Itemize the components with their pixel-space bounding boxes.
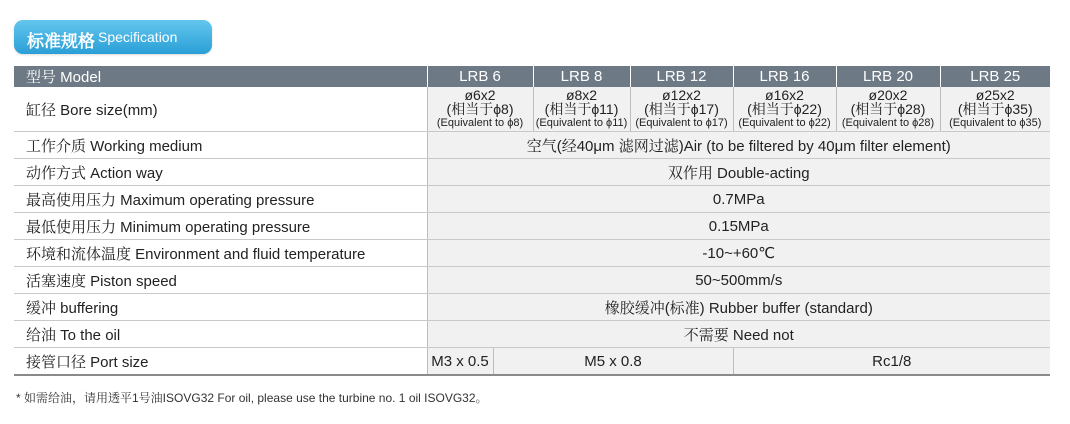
bore-equivalent-en: (Equivalent to ϕ22)	[738, 117, 831, 129]
bore-equivalent: (相当于ϕ11)	[544, 101, 619, 117]
bore-equivalent: (相当于ϕ22)	[747, 101, 822, 117]
model-lrb8: LRB 8	[533, 66, 630, 87]
bore-equivalent-en: (Equivalent to ϕ28)	[841, 117, 935, 129]
bore-size: ø16x2	[765, 87, 804, 103]
header-row	[14, 66, 1050, 87]
spec-label: 缓冲 buffering	[14, 294, 427, 321]
spec-row-piston-speed	[14, 267, 1050, 294]
spec-label: 活塞速度 Piston speed	[14, 267, 427, 294]
section-title-cn: 标准规格	[27, 32, 95, 51]
spec-row-temperature	[14, 240, 1050, 267]
spec-row-oil	[14, 321, 1050, 348]
bore-row	[14, 87, 1050, 132]
spec-row-min-pressure	[14, 213, 1050, 240]
model-lrb25: LRB 25	[940, 66, 1050, 87]
spec-label: 工作介质 Working medium	[14, 132, 427, 159]
port-size-value: M3 x 0.5	[427, 348, 493, 376]
spec-row-action-way	[14, 159, 1050, 186]
bore-cell	[940, 87, 1050, 132]
model-lrb12: LRB 12	[630, 66, 733, 87]
spec-label: 环境和流体温度 Environment and fluid temperature	[14, 240, 427, 267]
port-size-value: M5 x 0.8	[493, 348, 733, 376]
section-title-en: Specification	[98, 29, 178, 45]
spec-label: 最高使用压力 Maximum operating pressure	[14, 186, 427, 213]
bore-equivalent-en: (Equivalent to ϕ17)	[635, 117, 728, 129]
bore-size: ø12x2	[662, 87, 701, 103]
bore-size: ø25x2	[975, 87, 1015, 103]
spec-value: 空气(经40μm 滤网过滤)Air (to be filtered by 40μm filter element)	[427, 132, 1050, 159]
bore-equivalent: (相当于ϕ17)	[644, 101, 719, 117]
spec-label: 最低使用压力 Minimum operating pressure	[14, 213, 427, 240]
section-badge	[14, 20, 212, 54]
port-size-value: Rc1/8	[733, 348, 1050, 376]
bore-equivalent: (相当于ϕ35)	[957, 101, 1033, 117]
spec-value: 50~500mm/s	[427, 267, 1050, 294]
bore-equivalent-en: (Equivalent to ϕ8)	[436, 117, 524, 129]
spec-row-port-size	[14, 348, 1050, 376]
spec-row-buffering	[14, 294, 1050, 321]
bore-size: ø20x2	[868, 87, 908, 103]
footnote: * 如需给油，请用透平1号油ISOVG32 For oil, please use the turbine no. 1 oil ISOVG32。	[16, 391, 488, 405]
spec-value: 双作用 Double-acting	[427, 159, 1050, 186]
bore-cell	[733, 87, 836, 132]
spec-table	[14, 66, 1050, 376]
spec-value: -10~+60℃	[427, 240, 1050, 267]
bore-cell	[836, 87, 940, 132]
spec-value: 不需要 Need not	[427, 321, 1050, 348]
model-header: 型号 Model	[14, 66, 427, 87]
bore-equivalent: (相当于ϕ8)	[446, 101, 514, 117]
bore-cell	[630, 87, 733, 132]
spec-label: 给油 To the oil	[14, 321, 427, 348]
spec-value: 0.15MPa	[427, 213, 1050, 240]
bore-equivalent-en: (Equivalent to ϕ11)	[535, 117, 628, 129]
spec-label: 接管口径 Port size	[14, 348, 427, 376]
bore-equivalent: (相当于ϕ28)	[850, 101, 926, 117]
bore-size: ø6x2	[464, 87, 496, 103]
model-lrb20: LRB 20	[836, 66, 940, 87]
spec-row-working-medium	[14, 132, 1050, 159]
bore-equivalent-en: (Equivalent to ϕ35)	[949, 117, 1042, 129]
spec-value: 橡胶缓冲(标准) Rubber buffer (standard)	[427, 294, 1050, 321]
model-lrb6: LRB 6	[427, 66, 533, 87]
model-lrb16: LRB 16	[733, 66, 836, 87]
spec-row-max-pressure	[14, 186, 1050, 213]
bore-cell	[427, 87, 533, 132]
bore-label: 缸径 Bore size(mm)	[14, 87, 427, 132]
spec-value: 0.7MPa	[427, 186, 1050, 213]
bore-cell	[533, 87, 630, 132]
bore-size: ø8x2	[565, 87, 598, 103]
spec-label: 动作方式 Action way	[14, 159, 427, 186]
